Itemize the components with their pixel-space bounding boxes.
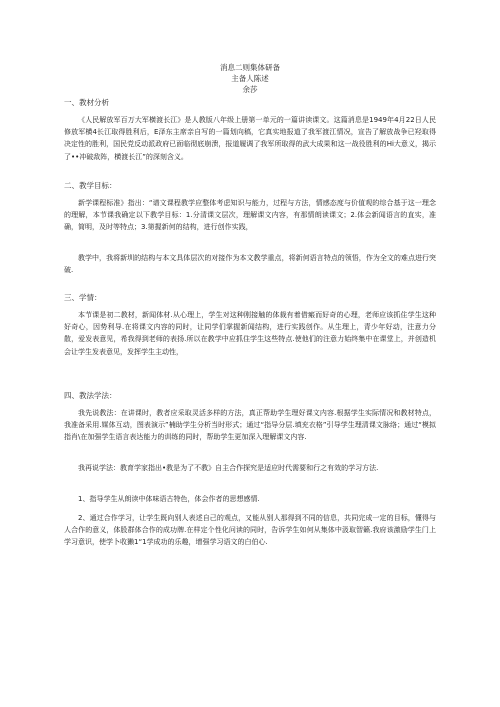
paragraph-teaching-material: 《人民解放军百万大军横渡长江》是人教版八年级上册第一单元的一篇讲读课文。这篇消息是1949年4月22日人民修放军横4长江取得胜利后，E泽东主席亲自写的一篇划向稿，它真实地报道了我军渡江情况，宣告了解放战争已羟取得决定性的胜利，国民党反动派政府已面临彻底崩溃，报道履调了我军所取得的武大成果和这一战役胜利的Hi大意义，揭示了••冲破敌阵，横渡长江”的深刻含义。 [64, 116, 436, 161]
section-heading-methods: 四、教法学法： [64, 391, 117, 400]
paragraph-key-points: 教学中，我将新圳的结构与本文具体层次的对接作为本文教学重点，将新何语言特点的领悟，作为全文的难点进行突破. [64, 254, 436, 275]
paragraph-method-item-2: 2、通过合作学习，让学生既向别人表述自己的观点，又能从别人那得到不同的信息，共同完成一定的目标，懂得与人合作的意义，体股群体合作的成功牌.在样定个性化问读的同时，告诉学生如何从集体中汲取智籁.我府该激励学生门上学习意识，使学卜收獭1“1学成功的乐趣，增强学习语文的白伯心. [64, 514, 436, 547]
section-heading-learner-analysis: 三、学情： [64, 293, 102, 302]
paragraph-method-item-1: 1、指导学生从朗读中体味语古特色，体会作者的思想感情. [78, 495, 260, 503]
paragraph-teaching-methods: 我先说教法：在讲课时，教者应采取灵活多样的方法，真正帮助学生理好课文内容.根据学生实际情况和教材特点，我准备采用.媒体互动，图表演示”楠助学生分析当时形式；通过“指导分层.填充衣格”引导学生理清课文脉络；通过“模拟指肖\在加强学生语言表达能力的训练的同时，帮助学生更加深入理解课文内容. [64, 409, 436, 442]
lead-preparer-line: 主备人陈述 [231, 74, 269, 83]
paragraph-objectives: 新学课程标准》指出：“谱文课程教学应整体考虑知识与能力，过程与方法，情感态度与价值观的综合基于这一理念的理解，本节课我确定以下教学目标：1.分清课文层次，理解课文内容，有那情朗读课文；2.体会新闻语言的直实，准确，简明，及时等特点；3.第握新何的结构，进行创作实践， [64, 199, 436, 232]
paragraph-learner-analysis: 本节课是初二教材，新闻体材.从心理上，学生对这种刚接触的体裁有着借瘢而好奇的心理，老师应该抓住学生这种好奇心，因势利导.在将课文内容的同时，让同学们掌握新闻结构，进行实践创作。从生理上，青少年好动，注意力分散，爱发表意见，希我得到老师的表扬.所以在教学中应抓住学生这些特点.使他们的注意力始终集中在课堂上，并创造机会让学生发表意见，发挥学生主动性， [64, 311, 436, 356]
document-title: 消息二则集体研备 [220, 63, 280, 72]
section-heading-teaching-material: 一、教材分析 [64, 98, 109, 107]
section-heading-objectives: 二、教学目标： [64, 181, 117, 190]
paragraph-learning-methods: 我再说学法：教育学家指出•教是为了不教》自主合作探究是适应时代需要和行之有效的学习方法. [78, 464, 379, 472]
author-name: 余莎 [242, 85, 258, 94]
